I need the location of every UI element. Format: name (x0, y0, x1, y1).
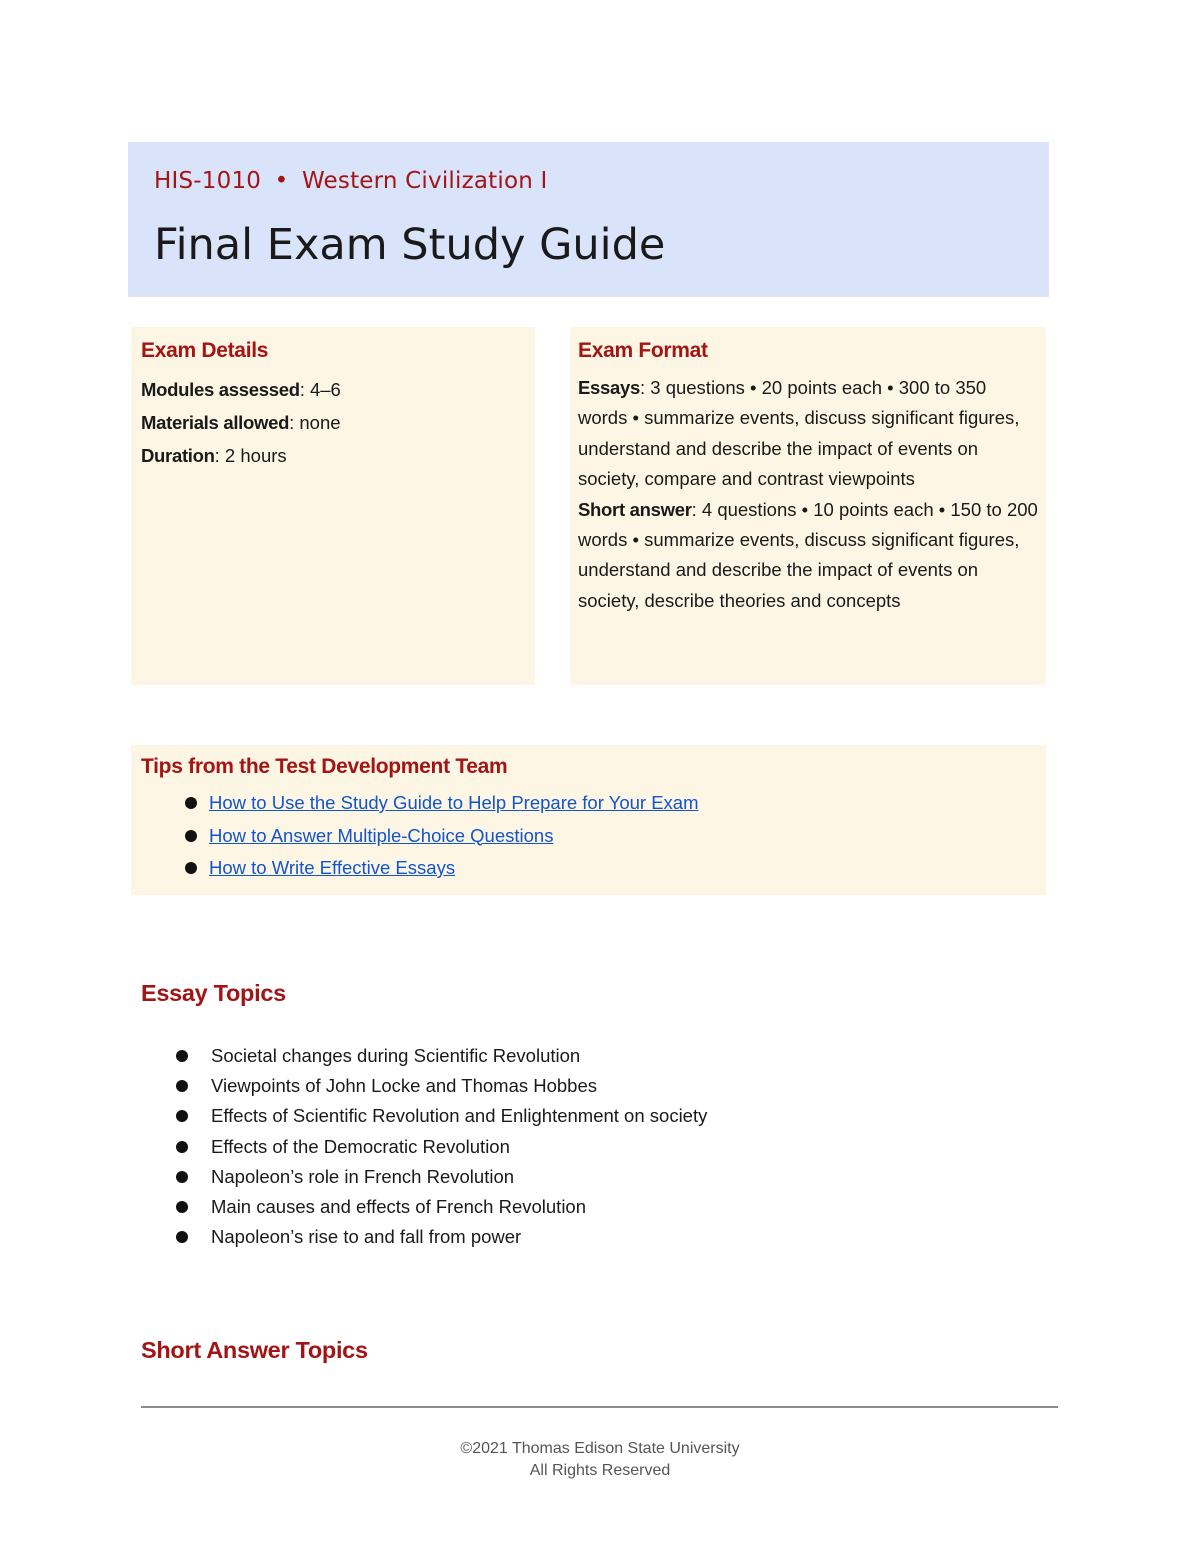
footer-divider (141, 1406, 1058, 1408)
exam-format-panel (570, 327, 1046, 685)
footer (0, 1438, 1200, 1482)
bullet-icon (185, 862, 197, 874)
bullet-icon (176, 1231, 188, 1243)
essays-label: Essays (578, 377, 640, 398)
course-separator: • (274, 168, 289, 194)
exam-details-heading: Exam Details (141, 339, 269, 362)
detail-label: Modules assessed (141, 379, 300, 400)
detail-value: : 4–6 (299, 379, 341, 400)
detail-value: : none (289, 412, 341, 433)
tips-panel (131, 745, 1046, 895)
list-item (141, 1041, 707, 1071)
tips-heading: Tips from the Test Development Team (141, 755, 508, 778)
topic-text: Napoleon’s rise to and fall from power (211, 1226, 522, 1248)
list-item (141, 820, 1036, 853)
course-code: HIS-1010 (154, 168, 262, 194)
exam-details-panel (131, 327, 535, 685)
bullet-icon (176, 1110, 188, 1122)
bullet-icon (185, 830, 197, 842)
topic-text: Effects of the Democratic Revolution (211, 1135, 510, 1157)
short-answer-label: Short answer (578, 498, 692, 520)
list-item (141, 1132, 707, 1162)
bullet-icon (176, 1080, 188, 1092)
duration-row (141, 439, 525, 472)
bullet-icon (185, 797, 197, 809)
short-answer-format (578, 495, 1038, 617)
essay-topics-heading: Essay Topics (141, 980, 286, 1006)
detail-label: Duration (141, 445, 215, 466)
list-item (141, 1192, 707, 1222)
footer-rights: All Rights Reserved (529, 1462, 671, 1479)
detail-label: Materials allowed (141, 412, 290, 433)
topic-text: Main causes and effects of French Revolution (211, 1196, 587, 1218)
page-title: Final Exam Study Guide (154, 220, 666, 270)
course-name: Western Civilization I (301, 168, 548, 194)
detail-value: : 2 hours (214, 445, 287, 466)
list-item (141, 1162, 707, 1192)
exam-format-heading: Exam Format (578, 339, 708, 362)
topic-text: Napoleon’s role in French Revolution (211, 1165, 515, 1187)
list-item (141, 1101, 707, 1131)
topic-text: Viewpoints of John Locke and Thomas Hobbes (211, 1075, 598, 1097)
essays-text: : 3 questions • 20 points each • 300 to 350 words • summarize events, discuss significant figures, understand and describe the impact of events on society, compare and contrast viewpoints (578, 377, 1020, 490)
study-guide-link[interactable]: How to Use the Study Guide to Help Prepare for Your Exam (209, 792, 699, 813)
tips-list (141, 787, 1036, 885)
modules-assessed-row (141, 373, 525, 406)
list-item (141, 1071, 707, 1101)
bullet-icon (176, 1201, 188, 1213)
list-item (141, 852, 1036, 885)
course-line (154, 168, 1023, 194)
topic-text: Effects of Scientific Revolution and Enlightenment on society (211, 1105, 708, 1127)
multiple-choice-link[interactable]: How to Answer Multiple-Choice Questions (209, 824, 554, 846)
topic-text: Societal changes during Scientific Revolution (211, 1045, 581, 1066)
essay-topics-list (141, 1041, 707, 1252)
bullet-icon (176, 1050, 188, 1062)
materials-allowed-row (141, 406, 525, 439)
short-answer-topics-heading: Short Answer Topics (141, 1337, 368, 1363)
essays-format (578, 373, 1038, 495)
short-answer-text: : 4 questions • 10 points each • 150 to 200 words • summarize events, discuss significant figures, understand and describe the impact of events on society, describe theories and concepts (578, 498, 1038, 611)
list-item (141, 787, 1036, 820)
header-banner (128, 142, 1049, 297)
effective-essays-link[interactable]: How to Write Effective Essays (209, 857, 456, 878)
bullet-icon (176, 1171, 188, 1183)
list-item (141, 1222, 707, 1252)
bullet-icon (176, 1141, 188, 1153)
footer-copyright: ©2021 Thomas Edison State University (460, 1440, 740, 1457)
